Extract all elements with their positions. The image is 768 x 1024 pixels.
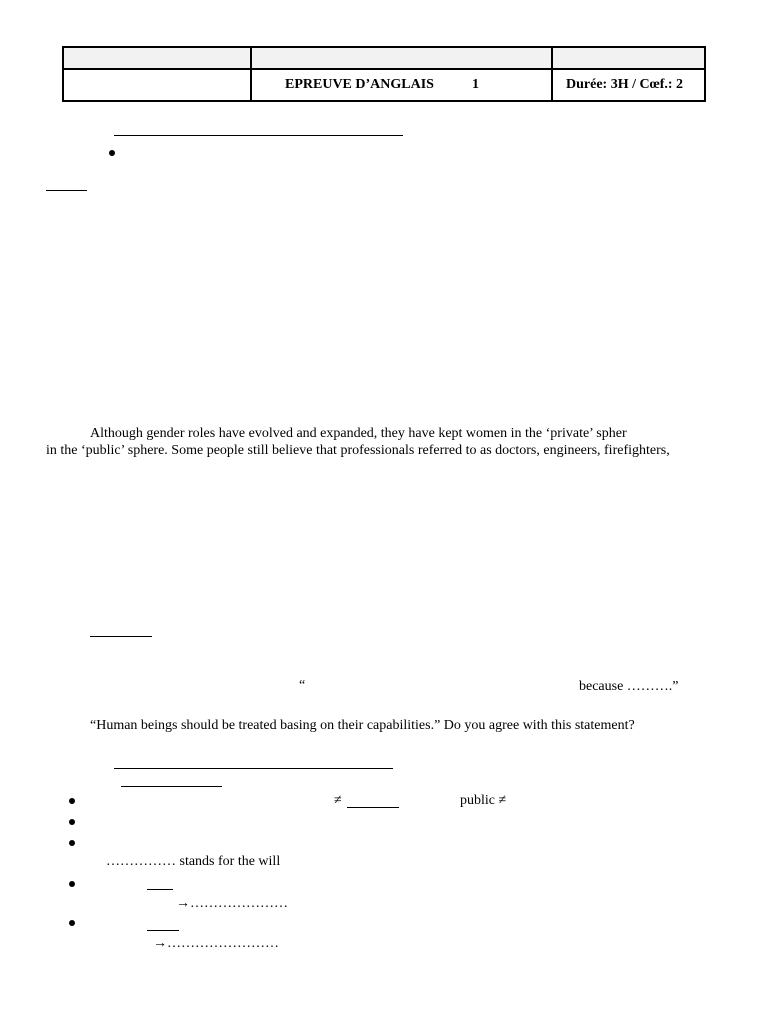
blank-line-1 xyxy=(347,807,399,808)
header-table xyxy=(62,46,706,102)
arrow-line-2: →…………………… xyxy=(153,936,279,951)
answer-bullet-5 xyxy=(69,920,75,926)
statement-question: “Human beings should be treated basing on their capabilities.” Do you agree with this statement? xyxy=(90,718,635,733)
passage-line-1: Although gender roles have evolved and expanded, they have kept women in the ‘private’ spher xyxy=(90,426,627,441)
duration-coefficient: Durée: 3H / Cœf.: 2 xyxy=(566,77,684,92)
open-quote: “ xyxy=(299,678,306,693)
not-equal-sign: ≠ xyxy=(334,793,342,808)
answer-bullet-3 xyxy=(69,840,75,846)
exam-number: 1 xyxy=(472,77,479,92)
arrow-line-1: →………………… xyxy=(176,896,288,911)
answer-bullet-1 xyxy=(69,798,75,804)
header-divider-1 xyxy=(250,48,252,100)
answers-subheading-underline xyxy=(121,786,222,787)
answer-bullet-4 xyxy=(69,881,75,887)
task-heading-underline xyxy=(90,636,152,637)
answer-bullet-2 xyxy=(69,819,75,825)
exam-title: EPREUVE D’ANGLAIS xyxy=(285,77,434,92)
blank-line-2 xyxy=(147,889,173,890)
passage-line-2: in the ‘public’ sphere. Some people still believe that professionals referred to as doctors, engineers, firefighters, xyxy=(46,443,670,458)
section-heading-underline xyxy=(114,135,403,136)
stands-for-line: …………… stands for the will xyxy=(106,854,281,869)
header-row-top xyxy=(64,48,704,70)
because-blank: because ……….” xyxy=(579,679,679,694)
bullet-point xyxy=(109,150,115,156)
blank-line-3 xyxy=(147,930,179,931)
public-not-equal: public ≠ xyxy=(460,793,507,808)
answers-heading-underline xyxy=(114,768,393,769)
short-underline xyxy=(46,190,87,191)
header-divider-2 xyxy=(551,48,553,100)
